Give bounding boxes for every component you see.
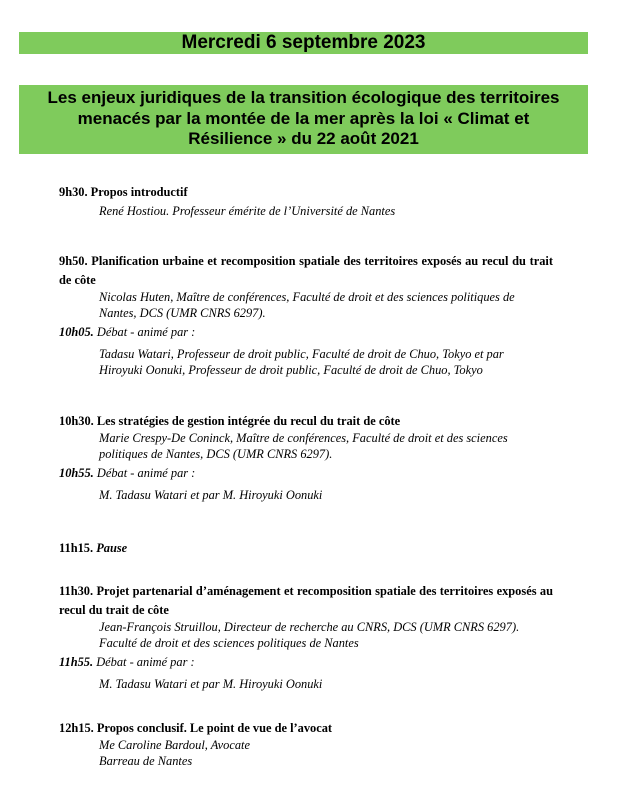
speaker-line: Nicolas Huten, Maître de conférences, Faculté de droit et des sciences politiques de: [99, 290, 515, 304]
session-title: 10h30. Les stratégies de gestion intégrée du recul du trait de côte: [59, 414, 401, 428]
debate-label: Débat: [96, 325, 128, 339]
moderators: M. Tadasu Watari et par M. Hiroyuki Oonuki: [99, 488, 323, 502]
debate-suffix: - animé par :: [127, 466, 196, 480]
session-planification: [59, 252, 553, 378]
debate-time: 11h55.: [59, 655, 94, 669]
pause-time: 11h15.: [59, 541, 94, 555]
speaker: [59, 620, 553, 651]
debate-label: Débat: [96, 655, 127, 669]
theme-line: Les enjeux juridiques de la transition écologique des territoires: [47, 88, 560, 107]
session-pause: [59, 539, 553, 558]
debate-heading: [59, 464, 553, 483]
speaker: [59, 738, 553, 769]
session-title: 9h50. Planification urbaine et recomposition spatiale des territoires exposés au recul du trait de côte: [59, 254, 553, 287]
debate-heading: [59, 653, 553, 672]
session-title: 9h30. Propos introductif: [59, 185, 188, 199]
speaker-line: Nantes, DCS (UMR CNRS 6297).: [99, 305, 266, 320]
speaker: [59, 290, 553, 321]
debate-suffix: - animé par :: [127, 325, 196, 339]
speaker-line: Barreau de Nantes: [99, 753, 193, 768]
session-conclusion: [59, 719, 553, 769]
session-title: 11h30. Projet partenarial d’aménagement et recomposition spatiale des territoires exposés au recul du trait de côte: [59, 584, 553, 617]
speaker-line: Marie Crespy-De Coninck, Maître de conférences, Faculté de droit et des sciences: [99, 431, 508, 445]
speaker: René Hostiou. Professeur émérite de l’Université de Nantes: [99, 204, 396, 218]
theme-line: Résilience » du 22 août 2021: [188, 129, 419, 148]
debate-time: 10h05.: [59, 325, 94, 339]
session-projet-partenarial: [59, 582, 553, 693]
debate-heading: [59, 323, 553, 342]
date-heading: Mercredi 6 septembre 2023: [19, 32, 588, 54]
theme-heading: [19, 85, 588, 154]
debate-time: 10h55.: [59, 466, 94, 480]
moderator-line: Hiroyuki Oonuki, Professeur de droit public, Faculté de droit de Chuo, Tokyo: [99, 362, 483, 377]
speaker-line: Me Caroline Bardoul, Avocate: [99, 738, 250, 752]
pause-label: Pause: [96, 541, 128, 555]
pause-heading: [59, 539, 553, 558]
speaker-line: Jean-François Struillou, Directeur de recherche au CNRS, DCS (UMR CNRS 6297).: [99, 620, 520, 634]
session-intro: [59, 183, 553, 220]
session-title: 12h15. Propos conclusif. Le point de vue de l’avocat: [59, 721, 333, 735]
debate-label: Débat: [96, 466, 128, 480]
session-strategies: [59, 412, 553, 504]
moderators: [59, 347, 553, 378]
speaker-line: Faculté de droit et des sciences politiques de Nantes: [99, 635, 359, 650]
theme-line: menacés par la montée de la mer après la loi « Climat et: [77, 108, 530, 128]
moderators: M. Tadasu Watari et par M. Hiroyuki Oonuki: [99, 677, 323, 691]
speaker-line: politiques de Nantes, DCS (UMR CNRS 6297).: [99, 446, 333, 461]
debate-suffix: - animé par :: [126, 655, 195, 669]
speaker: [59, 431, 553, 462]
moderator-line: Tadasu Watari, Professeur de droit public, Faculté de droit de Chuo, Tokyo et par: [99, 347, 504, 361]
